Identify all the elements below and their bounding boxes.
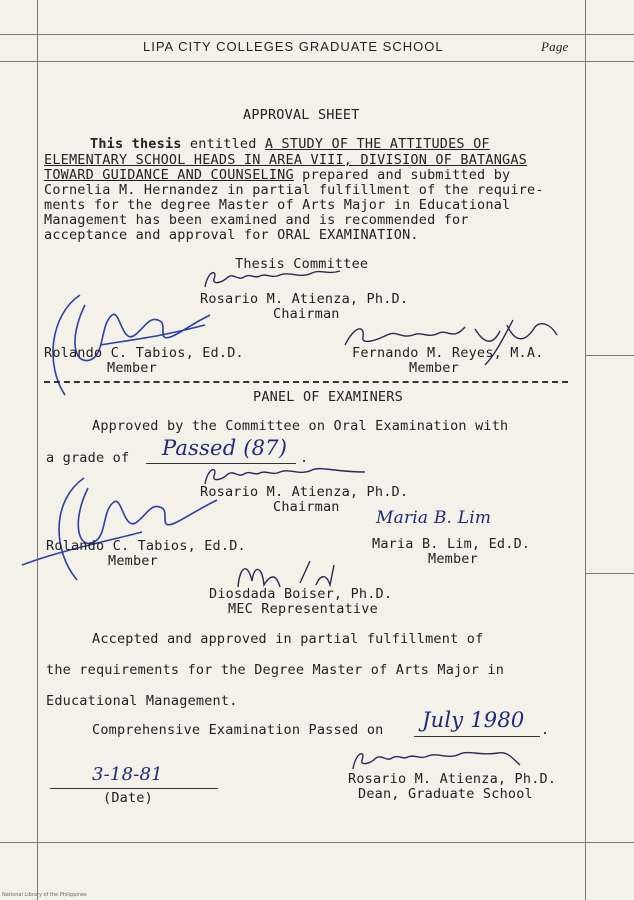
approval-heading: APPROVAL SHEET (243, 107, 360, 123)
thesis-lead: This thesis (90, 136, 182, 152)
lim-signature: Maria B. Lim (376, 508, 492, 528)
thesis-line-7: acceptance and approval for ORAL EXAMINATION. (44, 227, 419, 243)
thesis-line-2 (44, 152, 527, 168)
committee-member1-role: Member (107, 360, 157, 376)
thesis-line-1 (90, 136, 490, 152)
grade-end: . (300, 450, 309, 466)
date-value: 3-18-81 (92, 764, 163, 785)
mec-name: Diosdada Boiser, Ph.D. (209, 586, 393, 602)
committee-member1-name: Rolando C. Tabios, Ed.D. (44, 345, 244, 361)
right-margin-line (585, 0, 586, 900)
thesis-title-part-1: A STUDY OF THE ATTITUDES OF (264, 136, 490, 152)
acceptance-line-2: the requirements for the Degree Master of Arts Major in (46, 662, 505, 678)
date-label: (Date) (103, 790, 153, 806)
left-margin-line (37, 0, 38, 900)
header-rule (0, 61, 634, 62)
committee-chair-role: Chairman (273, 306, 340, 322)
side-rule-2 (585, 573, 634, 574)
panel-member1-role: Member (108, 553, 158, 569)
thesis-title-part-2: ELEMENTARY SCHOOL HEADS IN AREA VIII, DIVISION OF BATANGAS (44, 152, 528, 168)
archive-footer: National Library of the Philippines (2, 892, 87, 898)
tabios-signature-2 (22, 470, 222, 590)
comprehensive-label: Comprehensive Examination Passed on (92, 722, 384, 738)
acceptance-line-1: Accepted and approved in partial fulfillment of (92, 631, 484, 647)
grade-value: Passed (87) (162, 436, 288, 460)
grade-label: a grade of (46, 450, 130, 466)
thesis-mid: entitled (181, 136, 265, 152)
comprehensive-end: . (541, 722, 550, 738)
committee-member2-name: Fernando M. Reyes, M.A. (352, 345, 544, 361)
panel-heading: PANEL OF EXAMINERS (253, 389, 403, 405)
acceptance-line-3: Educational Management. (46, 693, 238, 709)
thesis-line-3-rest: prepared and submitted by (293, 167, 511, 183)
thesis-line-4: Cornelia M. Hernandez in partial fulfillment of the require- (44, 182, 544, 198)
panel-chair-name: Rosario M. Atienza, Ph.D. (200, 484, 409, 500)
page-label: Page (541, 39, 569, 54)
committee-member2-role: Member (409, 360, 459, 376)
side-rule-1 (585, 355, 634, 356)
committee-heading: Thesis Committee (235, 256, 369, 272)
comprehensive-underline (414, 736, 540, 737)
panel-member2-name: Maria B. Lim, Ed.D. (372, 536, 531, 552)
thesis-line-5: ments for the degree Master of Arts Major in Educational (44, 197, 511, 213)
thesis-title-part-3: TOWARD GUIDANCE AND COUNSELING (44, 167, 294, 183)
committee-chair-name: Rosario M. Atienza, Ph.D. (200, 291, 409, 307)
date-underline (50, 788, 218, 789)
panel-chair-role: Chairman (273, 499, 340, 515)
panel-member2-role: Member (428, 551, 478, 567)
panel-member1-name: Rolando C. Tabios, Ed.D. (46, 538, 246, 554)
dean-name: Rosario M. Atienza, Ph.D. (348, 771, 557, 787)
panel-approved-line: Approved by the Committee on Oral Examination with (92, 418, 509, 434)
bottom-rule (0, 842, 634, 843)
comprehensive-value: July 1980 (422, 708, 525, 732)
school-header: LIPA CITY COLLEGES GRADUATE SCHOOL (143, 39, 444, 54)
top-rule (0, 34, 634, 35)
thesis-line-6: Management has been examined and is recommended for (44, 212, 469, 228)
mec-role: MEC Representative (228, 601, 378, 617)
thesis-line-3 (44, 167, 510, 183)
section-divider (44, 381, 568, 383)
dean-role: Dean, Graduate School (358, 786, 533, 802)
